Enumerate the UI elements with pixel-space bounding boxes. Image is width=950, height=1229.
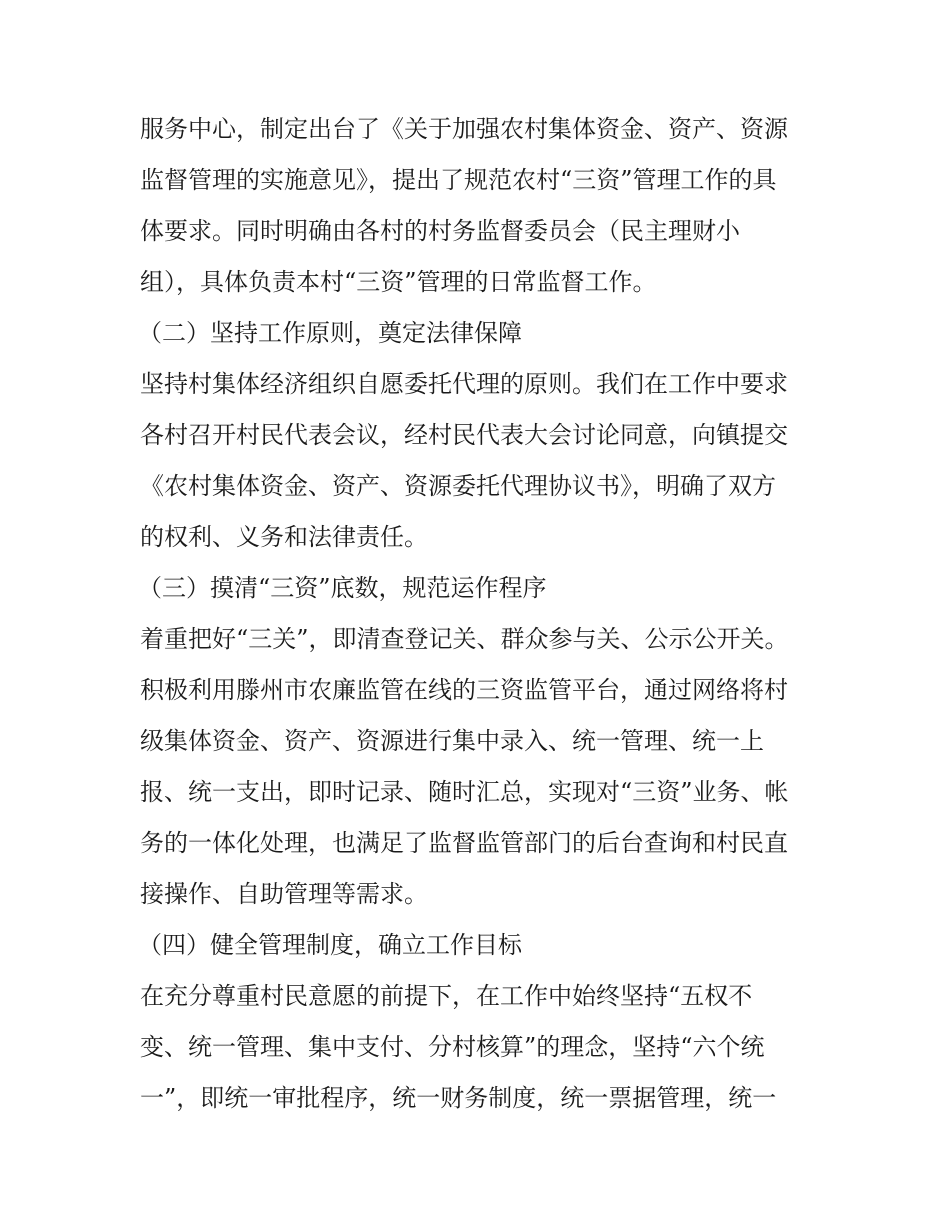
text-line: 着重把好“三关”，即清查登记关、群众参与关、公示公开关。 — [140, 625, 789, 653]
section-heading: （二）坚持工作原则，奠定法律保障 — [138, 319, 522, 347]
text-line: 积极利用滕州市农廉监管在线的三资监管平台，通过网络将村 — [140, 676, 788, 704]
text-line: 坚持村集体经济组织自愿委托代理的原则。我们在工作中要求 — [140, 370, 788, 398]
text-line: 体要求。同时明确由各村的村务监督委员会（民主理财小 — [140, 217, 740, 245]
text-line: 接操作、自助管理等需求。 — [140, 880, 428, 908]
text-line: 变、统一管理、集中支付、分村核算”的理念，坚持“六个统 — [140, 1033, 765, 1061]
text-line: 报、统一支出，即时记录、随时汇总，实现对“三资”业务、帐 — [140, 778, 789, 806]
text-line: 组），具体负责本村“三资”管理的日常监督工作。 — [140, 268, 657, 296]
text-line: 的权利、义务和法律责任。 — [140, 523, 428, 551]
text-line: 各村召开村民代表会议，经村民代表大会讨论同意，向镇提交 — [140, 421, 788, 449]
text-line: 监督管理的实施意见》，提出了规范农村“三资”管理工作的具 — [140, 166, 777, 194]
text-line: 在充分尊重村民意愿的前提下，在工作中始终坚持“五权不 — [140, 982, 753, 1010]
text-line: 级集体资金、资产、资源进行集中录入、统一管理、统一上 — [140, 727, 764, 755]
text-line: 服务中心，制定出台了《关于加强农村集体资金、资产、资源 — [140, 115, 788, 143]
text-line: 务的一体化处理，也满足了监督监管部门的后台查询和村民直 — [140, 829, 788, 857]
section-heading: （四）健全管理制度，确立工作目标 — [138, 931, 522, 959]
document-body — [140, 104, 820, 1124]
text-line: 一”，即统一审批程序，统一财务制度，统一票据管理，统一 — [140, 1084, 777, 1112]
text-line: 《农村集体资金、资产、资源委托代理协议书》，明确了双方 — [140, 472, 776, 500]
section-heading: （三）摸清“三资”底数，规范运作程序 — [138, 574, 547, 602]
